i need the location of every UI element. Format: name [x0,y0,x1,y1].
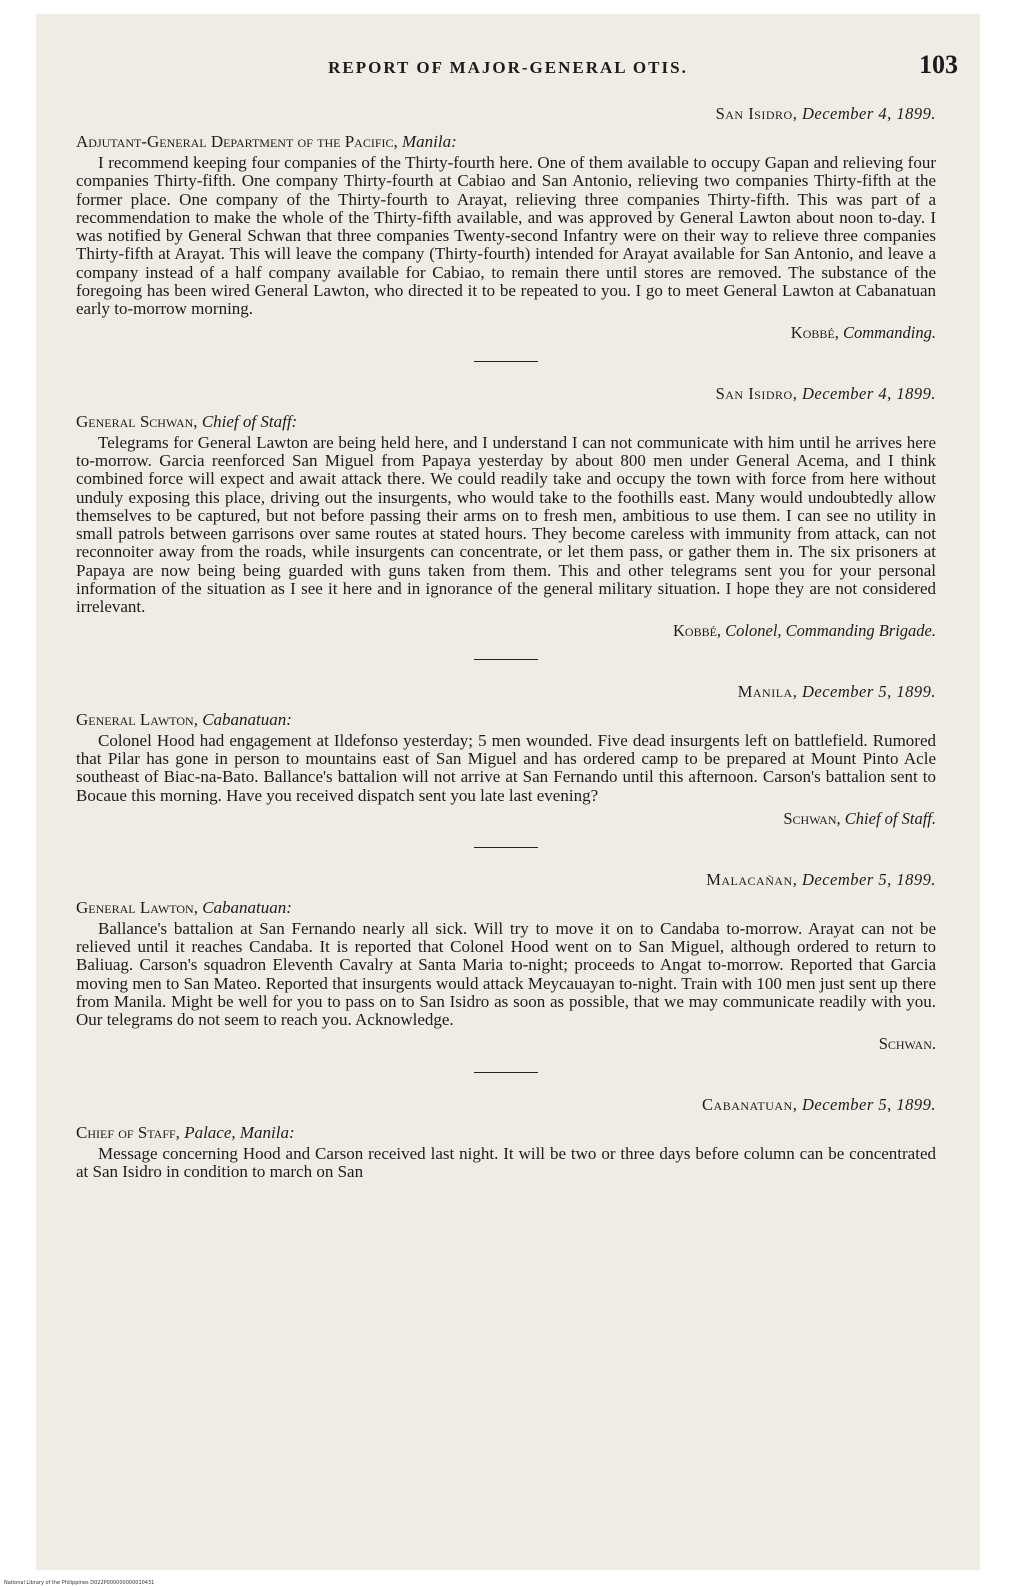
scan-credit: National Library of the Philippines D022P000000000010431 [4,1580,155,1586]
page-header [36,50,980,90]
signature [76,323,936,343]
telegram-2 [76,384,936,641]
dateline [76,1095,936,1115]
signature [76,809,936,829]
addressee [76,898,936,918]
signature-title: Chief of Staff. [844,808,936,828]
telegram-text: I recommend keeping four companies of the Thirty-fourth here. One of them available to occupy Gapan and relieving four companies Thirty-fifth. One company Thirty-fourth at Cabiao and San Antonio, relieving two companies Thirty-fifth at the former place. One company of the Thirty-fourth to Arayat, relieving three companies Thirty-fifth. This was part of a recommendation to make the whole of the Thirty-fifth available, and was approved by General Lawton about noon to-day. I was notified by General Schwan that three companies Twenty-second Infantry were on their way to relieve three companies Thirty-fifth at Arayat. This will leave the company (Thirty-fourth) intended for Arayat available for San Antonio, and leave a company instead of a half company available for Cabiao, to remain there until stores are removed. The substance of the foregoing has been wired General Lawton, who directed it to be repeated to you. I go to meet General Lawton at Cabanatuan early to-morrow morning. [76,153,936,319]
signature-name: Schwan, [783,808,841,828]
dateline-place: Malacañan, [706,869,798,889]
dateline [76,870,936,890]
telegram-text: Telegrams for General Lawton are being held here, and I understand I can not communicate with him until he arrives here to-morrow. Garcia reenforced San Miguel from Papaya yesterday by about 800 men under General Acema, and I think combined force will expect and await attack there. We could readily take and occupy the town with force from here without unduly exposing this place, driving out the insurgents, who would take to the foothills east. Many would undoubtedly allow themselves to be captured, but not before passing their arms on to fresh men, ambitious to use them. I can see no utility in small patrols between garrisons over same routes at stated hours. They become careless with immunity from attack, can not reconnoiter away from the roads, while insurgents can concentrate, or let them pass, or gather them in. The six prisoners at Papaya are now being being guarded with guns taken from them. This and other telegrams sent you for your personal information of the situation as I see it here and in ignorance of the general military situation. I hope they are not considered irrelevant. [76,432,936,617]
separator-rule [474,847,538,848]
separator-rule [474,659,538,660]
dateline [76,384,936,404]
addressee-name: General Lawton, [76,897,198,917]
signature-title: Commanding. [842,322,936,342]
addressee-name: General Lawton, [76,709,198,729]
addressee-place: Manila: [402,132,457,151]
dateline-date: December 4, 1899. [801,104,936,123]
addressee-name: Adjutant-General Department of the Pacific, [76,132,398,151]
dateline-place: Manila, [737,681,798,701]
signature [76,621,936,641]
addressee [76,412,936,432]
signature-name: Kobbé, [673,620,722,640]
dateline-date: December 5, 1899. [801,681,936,701]
document-page [36,14,980,1570]
addressee [76,132,936,152]
telegram-text: Message concerning Hood and Carson received last night. It will be two or three days before column can be concentrated at San Isidro in condition to march on San [76,1143,936,1181]
telegram-3 [76,682,936,829]
dateline [76,682,936,702]
separator-rule [474,1072,538,1073]
telegram-text: Colonel Hood had engagement at Ildefonso yesterday; 5 men wounded. Five dead insurgents left on battlefield. Rumored that Pilar has gone in person to mountains east of San Miguel and has ordered camp to be prepared at Mount Pinto Acle southeast of Biac-na-Bato. Ballance's battalion will not arrive at San Fernando until this afternoon. Carson's battalion sent to Bocaue this morning. Have you received dispatch sent you late last evening? [76,730,936,805]
telegram-4 [76,870,936,1054]
addressee-name: General Schwan, [76,411,198,431]
page-number: 103 [919,50,958,79]
separator-rule [474,361,538,362]
running-title: REPORT OF MAJOR-GENERAL OTIS. [328,58,688,77]
page-body [76,104,936,1181]
signature-title: Colonel, Commanding Brigade. [725,620,936,640]
dateline-place: San Isidro, [715,383,798,403]
dateline-date: December 5, 1899. [801,869,936,889]
signature-name: Schwan. [878,1033,936,1053]
dateline-place: San Isidro, [715,104,798,123]
addressee-place: Palace, Manila: [184,1122,295,1142]
addressee-place: Cabanatuan: [202,897,292,917]
dateline [76,104,936,124]
addressee-place: Cabanatuan: [202,709,292,729]
addressee-place: Chief of Staff: [201,411,298,431]
dateline-date: December 5, 1899. [801,1094,936,1114]
addressee-name: Chief of Staff, [76,1122,180,1142]
telegram-text: Ballance's battalion at San Fernando nearly all sick. Will try to move it on to Candaba to-morrow. Arayat can not be relieved until it reaches Candaba. It is reported that Colonel Hood went on to San Miguel, although ordered to return to Baliuag. Carson's squadron Eleventh Cavalry at Santa Maria to-night; proceeds to Angat to-morrow. Reported that Garcia moving men to San Mateo. Reported that insurgents would attack Meycauayan to-night. Train with 100 men just sent up there from Manila. Might be well for you to pass on to San Isidro as soon as possible, that we may communicate readily with you. Our telegrams do not seem to reach you. Acknowledge. [76,918,936,1030]
signature-name: Kobbé, [790,322,839,342]
dateline-place: Cabanatuan, [702,1094,798,1114]
telegram-5 [76,1095,936,1182]
telegram-1 [76,104,936,343]
addressee [76,1123,936,1143]
signature [76,1034,936,1054]
dateline-date: December 4, 1899. [801,383,936,403]
addressee [76,710,936,730]
